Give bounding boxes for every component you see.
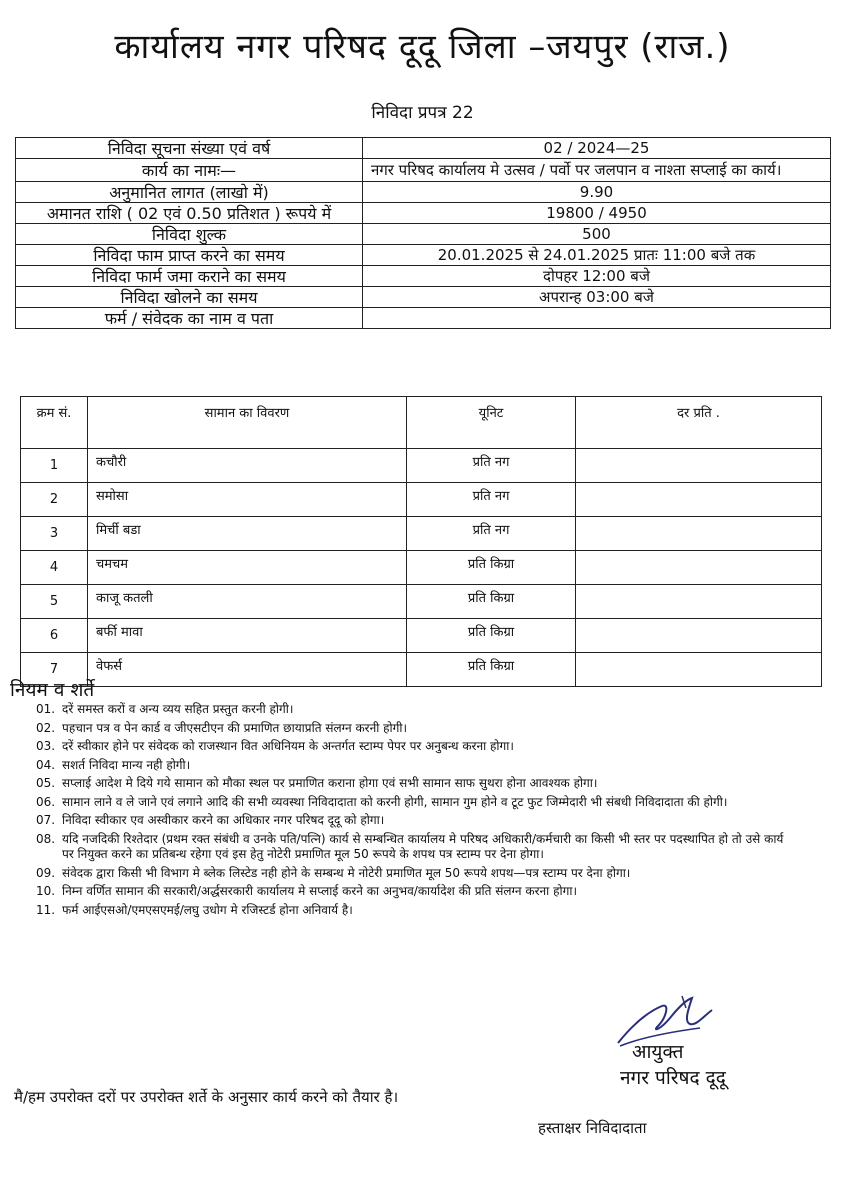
header-unit: यूनिट <box>407 397 576 449</box>
row-rate-cell <box>576 585 822 619</box>
info-label: फर्म / संवेदक का नाम व पता <box>16 308 363 329</box>
table-row <box>21 653 822 687</box>
term-number: 01. <box>36 702 56 716</box>
row-rate-cell <box>576 551 822 585</box>
info-row-opening-time <box>16 287 831 308</box>
term-number: 06. <box>36 794 56 809</box>
term-text: सामान लाने व ले जाने एवं लगाने आदि की सभी व्यवस्था निविदादाता को करनी होगी, सामान गुम होने व टूट फुट जिम्मेदारी भी संबधी निविदादाता की होगी। <box>62 794 728 809</box>
list-item <box>36 795 796 811</box>
table-row <box>21 449 822 483</box>
info-value: अपरान्ह 03:00 बजे <box>363 287 831 308</box>
list-item <box>36 813 796 829</box>
row-unit: प्रति नग <box>407 517 576 551</box>
row-serial: 1 <box>21 449 88 483</box>
term-text: दरें स्वीकार होने पर संवेदक को राजस्थान वित अधिनियम के अन्तर्गत स्टाम्प पेपर पर अनुबन्ध करना होगा। <box>62 739 514 753</box>
info-label: निविदा सूचना संख्या एवं वर्ष <box>16 138 363 159</box>
info-value: 9.90 <box>363 182 831 203</box>
info-row-security-deposit <box>16 203 831 224</box>
row-rate-cell <box>576 619 822 653</box>
header-rate: दर प्रति . <box>576 397 822 449</box>
term-number: 11. <box>36 902 56 917</box>
list-item <box>36 884 796 900</box>
term-number: 04. <box>36 757 56 772</box>
list-item <box>36 758 796 774</box>
term-text: सशर्त निविदा मान्य नही होगी। <box>62 757 191 772</box>
list-item <box>36 832 796 863</box>
info-label: अमानत राशि ( 02 एवं 0.50 प्रतिशत ) रूपये में <box>16 203 363 224</box>
row-item-name: चमचम <box>88 551 407 585</box>
row-item-name: समोसा <box>88 483 407 517</box>
term-text: सप्लाई आदेश मे दिये गये सामान को मौका स्थल पर प्रमाणित कराना होगा एवं सभी सामान साफ सुथरा होना आवश्यक होगा। <box>62 776 598 790</box>
info-label: कार्य का नामः— <box>16 159 363 182</box>
table-row <box>21 619 822 653</box>
term-number: 07. <box>36 813 56 827</box>
row-unit: प्रति नग <box>407 449 576 483</box>
info-value: 500 <box>363 224 831 245</box>
list-item <box>36 903 796 919</box>
list-item <box>36 721 796 737</box>
row-unit: प्रति किग्रा <box>407 619 576 653</box>
term-text: निविदा स्वीकार एव अस्वीकार करने का अधिकार नगर परिषद दूदू को होगा। <box>62 813 385 827</box>
row-serial: 2 <box>21 483 88 517</box>
info-row-estimated-cost <box>16 182 831 203</box>
term-text: यदि नजदिकी रिश्तेदार (प्रथम रक्त संबंधी व उनके पति/पत्नि) कार्य से सम्बन्धित कार्यालय मे परिषद अधिकारी/कर्मचारी का किसी भी स्तर पर पदस्थापित हो तो उसे कार्य पर नियुक्त करने का प्रतिबन्ध रहेगा एवं इस हेतु नोटेरी प्रमाणित मूल 50 रूपये के शपथ पत्र स्टाम्प पर देना होगा। <box>62 831 784 861</box>
term-text: दरें समस्त करों व अन्य व्यय सहित प्रस्तुत करनी होगी। <box>62 702 294 716</box>
row-rate-cell <box>576 653 822 687</box>
list-item <box>36 776 796 792</box>
term-text: पहचान पत्र व पेन कार्ड व जीएसटीएन की प्रमाणित छायाप्रति संलग्न करनी होगी। <box>62 720 408 735</box>
term-number: 09. <box>36 865 56 880</box>
info-label: अनुमानित लागत (लाखो में) <box>16 182 363 203</box>
term-text: फर्म आईएसओ/एमएसएमई/लघु उधोग मे रजिस्टर्ड होना अनिवार्य है। <box>62 902 353 917</box>
table-row <box>21 585 822 619</box>
info-label: निविदा शुल्क <box>16 224 363 245</box>
info-value: 20.01.2025 से 24.01.2025 प्रातः 11:00 बजे तक <box>363 245 831 266</box>
term-number: 02. <box>36 720 56 735</box>
row-serial: 4 <box>21 551 88 585</box>
list-item <box>36 702 796 718</box>
items-table <box>20 396 822 687</box>
row-item-name: वेफर्स <box>88 653 407 687</box>
term-number: 08. <box>36 831 56 846</box>
info-value: 02 / 2024—25 <box>363 138 831 159</box>
info-label: निविदा फाम प्राप्त करने का समय <box>16 245 363 266</box>
row-rate-cell <box>576 517 822 551</box>
info-row-submission-time <box>16 266 831 287</box>
row-unit: प्रति किग्रा <box>407 653 576 687</box>
info-value: दोपहर 12:00 बजे <box>363 266 831 287</box>
term-number: 03. <box>36 739 56 753</box>
row-serial: 6 <box>21 619 88 653</box>
info-value <box>363 308 831 329</box>
official-designation: आयुक्त <box>632 1041 684 1063</box>
list-item <box>36 866 796 882</box>
header-description: सामान का विवरण <box>88 397 407 449</box>
items-header-row <box>21 397 822 449</box>
row-unit: प्रति नग <box>407 483 576 517</box>
terms-list <box>36 702 796 921</box>
info-row-notice-number <box>16 138 831 159</box>
terms-heading: नियम व शर्ते <box>10 679 95 701</box>
row-item-name: मिर्ची बडा <box>88 517 407 551</box>
bidder-declaration: मै/हम उपरोक्त दरों पर उपरोक्त शर्ते के अनुसार कार्य करने को तैयार है। <box>14 1088 399 1106</box>
row-item-name: बर्फी मावा <box>88 619 407 653</box>
info-label: निविदा खोलने का समय <box>16 287 363 308</box>
term-text: निम्न वर्णित सामान की सरकारी/अर्द्धसरकारी कार्यालय मे सप्लाई करने का अनुभव/कार्यादेश की प्रति संलग्न करना होगा। <box>62 884 577 898</box>
list-item <box>36 739 796 755</box>
form-title: निविदा प्रपत्र 22 <box>371 103 474 123</box>
office-title: कार्यालय नगर परिषद दूदू जिला –जयपुर (राज.) <box>114 27 731 67</box>
row-item-name: काजू कतली <box>88 585 407 619</box>
table-row <box>21 517 822 551</box>
info-row-firm-name <box>16 308 831 329</box>
info-value: नगर परिषद कार्यालय मे उत्सव / पर्वो पर जलपान व नाश्ता सप्लाई का कार्य। <box>363 159 831 182</box>
row-unit: प्रति किग्रा <box>407 585 576 619</box>
term-text: संवेदक द्वारा किसी भी विभाग मे ब्लेक लिस्टेड नही होने के सम्बन्ध मे नोटेरी प्रमाणित मूल 50 रूपये शपथ—पत्र स्टाम्प पर देना होगा। <box>62 865 631 880</box>
row-unit: प्रति किग्रा <box>407 551 576 585</box>
info-label: निविदा फार्म जमा कराने का समय <box>16 266 363 287</box>
table-row <box>21 483 822 517</box>
header-serial: क्रम सं. <box>21 397 88 449</box>
table-row <box>21 551 822 585</box>
bidder-signature-label: हस्ताक्षर निविदादाता <box>538 1119 647 1137</box>
official-office: नगर परिषद दूदू <box>620 1067 726 1089</box>
info-value: 19800 / 4950 <box>363 203 831 224</box>
row-serial: 5 <box>21 585 88 619</box>
info-row-work-name <box>16 159 831 182</box>
info-row-form-availability <box>16 245 831 266</box>
term-number: 10. <box>36 884 56 898</box>
row-rate-cell <box>576 483 822 517</box>
tender-info-table <box>15 137 831 329</box>
row-serial: 3 <box>21 517 88 551</box>
row-serial: 7 <box>21 653 88 687</box>
info-row-tender-fee <box>16 224 831 245</box>
term-number: 05. <box>36 776 56 790</box>
row-item-name: कचौरी <box>88 449 407 483</box>
row-rate-cell <box>576 449 822 483</box>
